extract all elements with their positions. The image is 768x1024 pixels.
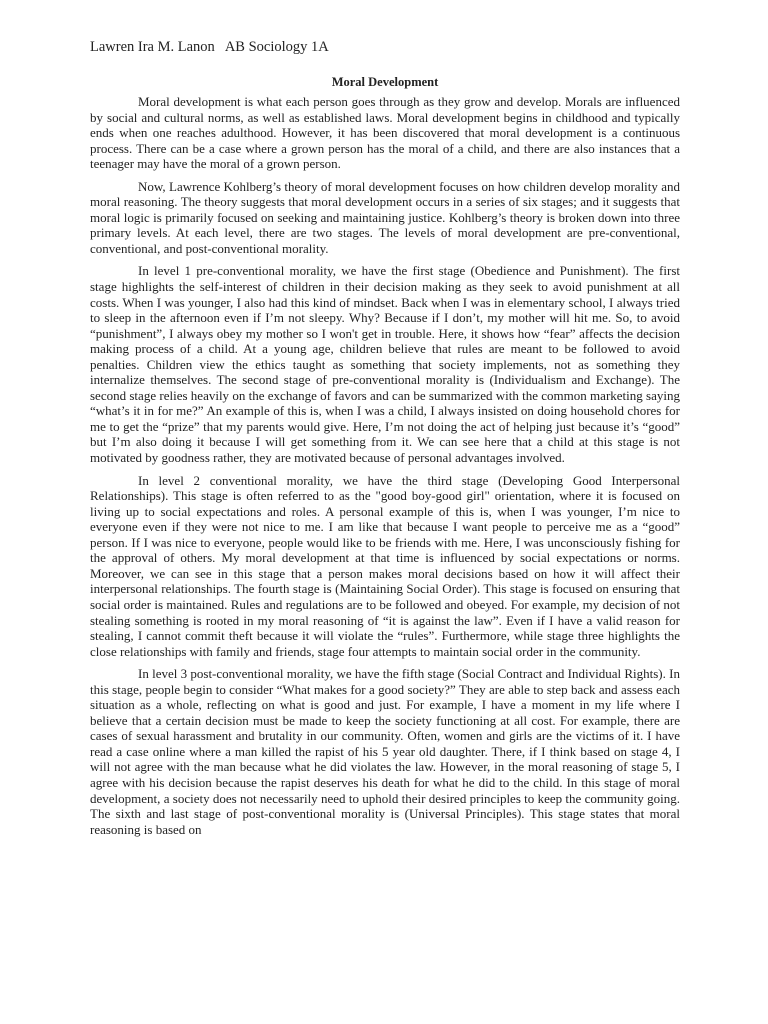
paragraph-level-3: In level 3 post-conventional morality, we have the fifth stage (Social Contract and Individual Rights). In this stage, people begin to consider “What makes for a good society?” They are able to step back and assess each situation as a whole, reflecting on what is good and just. For example, I have a moment in my life where I believe that a certain decision must be made to keep the society functioning at all cost. For example, there are cases of sexual harassment and brutality in our community. Often, women and girls are the victims of it. I have read a case online where a man killed the rapist of his 5 year old daughter. There, if I think based on stage 4, I will not agree with the man because what he did violates the law. However, in the moral reasoning of stage 5, I agree with his decision because the rapist deserves his death for what he did to the child. In this stage of moral development, a society does not necessarily need to uphold their desired principles to keep the community going. The sixth and last stage of post-conventional morality is (Universal Principles). This stage states that moral reasoning is based on bbox=[90, 666, 680, 837]
course-section: AB Sociology 1A bbox=[224, 39, 329, 55]
paragraph-level-1: In level 1 pre-conventional morality, we have the first stage (Obedience and Punishment). The first stage highlights the self-interest of children in their decision making as they seek to avoid punishment at all costs. When I was younger, I also had this kind of mindset. Back when I was in elementary school, I always tried to sleep in the afternoon even if I’m not sleepy. Why? Because if I don’t, my mother will hit me. So, to avoid “punishment”, I always obey my mother so I won't get in trouble. Here, it shows how “fear” affects the decision making process of a child. At a young age, children believe that rules are meant to be followed to avoid penalties. Children view the ethics taught as something that society implements, not as something they internalize themselves. The second stage of pre-conventional morality is (Individualism and Exchange). The second stage relies heavily on the exchange of favors and can be summarized with the common marketing saying “what’s it in for me?” An example of this is, when I was a child, I always insisted on doing household chores for me to get the “prize” that my parents would give. Here, I’m not doing the act of helping just because it’s “good” but I’m also doing it because I will get something from it. We can see here that a child at this stage is not motivated by goodness rather, they are motivated because of personal advantages involved. bbox=[90, 263, 680, 466]
paragraph-level-2: In level 2 conventional morality, we have the third stage (Developing Good Interpersonal Relationships). This stage is often referred to as the "good boy-good girl" orientation, where it is focused on living up to social expectations and roles. A personal example of this is, when I was younger, I’m nice to everyone even if they were not nice to me. I am like that because I want people to perceive me as a “good” person. If I was nice to everyone, people would like to be friends with me. Here, I was unconsciously fishing for the approval of others. My moral development at that time is influenced by social expectations or norms. Moreover, we can see in this stage that a person makes moral decisions based on how it will affect their interpersonal relationships. The fourth stage is (Maintaining Social Order). This stage is focused on ensuring that social order is maintained. Rules and regulations are to be followed and obeyed. For example, my decision of not stealing something is rooted in my moral reasoning of “it is against the law”. Even if I have a valid reason for stealing, I cannot commit theft because it will violate the “rules”. Furthermore, while stage three highlights the close relationships with family and friends, stage four attempts to maintain social order in the community. bbox=[90, 472, 680, 659]
document-title: Moral Development bbox=[331, 75, 439, 89]
author-name: Lawren Ira M. Lanon bbox=[90, 39, 215, 55]
paragraph-intro: Moral development is what each person goes through as they grow and develop. Morals are influenced by social and cultural norms, as well as established laws. Moral development begins in childhood and typically ends when one reaches adulthood. However, it has been discovered that moral development is a continuous process. There can be a case where a grown person has the moral of a child, and there are also instances that a teenager may have the moral of a grown person. bbox=[90, 94, 680, 172]
paragraph-kohlberg-theory: Now, Lawrence Kohlberg’s theory of moral development focuses on how children develop morality and moral reasoning. The theory suggests that moral development occurs in a series of six stages; and it suggests that moral logic is primarily focused on seeking and maintaining justice. Kohlberg’s theory is broken down into three primary levels. At each level, there are two stages. The levels of moral development are pre-conventional, conventional, and post-conventional morality. bbox=[90, 178, 680, 256]
document-header bbox=[90, 38, 680, 56]
